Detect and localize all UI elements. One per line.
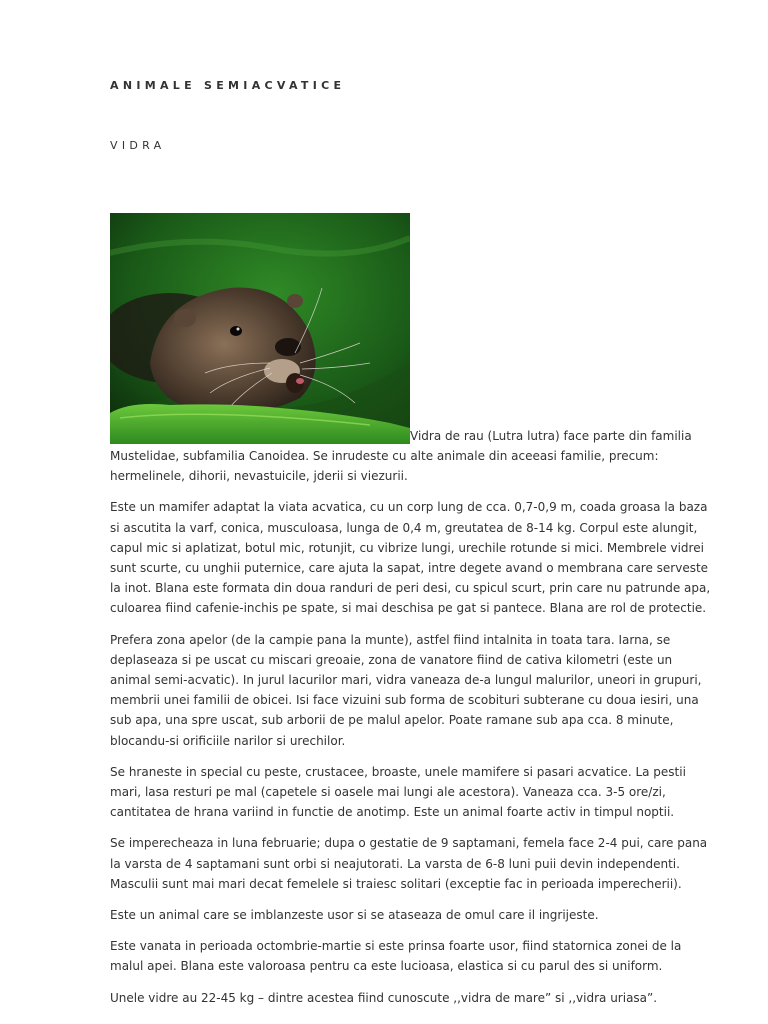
paragraph-4: Se hraneste in special cu peste, crustacee, broaste, unele mamifere si pasari acvatice. La pestii mari, lasa resturi pe mal (capetele si oasele mai lungi ale acestora). Vaneaza cca. 3-5 ore/zi, cantitatea de hrana variind in functie de anotimp. Este un animal foarte activ in timpul noptii. — [110, 764, 686, 820]
section-title: VIDRA — [110, 139, 166, 152]
paragraph-3: Prefera zona apelor (de la campie pana la munte), astfel fiind intalnita in toata tara. Iarna, se deplaseaza si pe uscat cu miscari greoaie, zona de vanatore fiind de cativa kilometri (este un animal semi-acvatic). In jurul lacurilor mari, vidra vaneaza de-a lungul malurilor, uneori in grupuri, membrii unei familii de obicei. Isi face vizuini sub forma de scobituri subterane cu doua iesiri, una sub apa, una spre uscat, sub arborii de pe malul apelor. Poate ramane sub apa cca. 8 minute, blocandu-si orificiile narilor si urechilor. — [110, 632, 702, 748]
article-body — [110, 213, 716, 1019]
paragraph-2: Este un mamifer adaptat la viata acvatica, cu un corp lung de cca. 0,7-0,9 m, coada groasa la baza si ascutita la varf, conica, musculoasa, lunga de 0,4 m, greutatea de 8-14 kg. Corpul este alungit, capul mic si aplatizat, botul mic, rotunjit, cu vibrize lungi, urechile rotunde si mici. Membrele vidrei sunt scurte, cu unghii puternice, care ajuta la sapat, intre degete avand o membrana care serveste la inot. Blana este formata din doua randuri de peri desi, cu spicul scurt, prin care nu patrunde apa, culoarea fiind cafenie-inchis pe spate, si mai deschisa pe gat si pantece. Blana are rol de protectie. — [110, 500, 711, 616]
paragraph-8: Unele vidre au 22-45 kg – dintre acestea fiind cunoscute ,,vidra de mare” si ,,vidra uriasa”. — [110, 990, 658, 1005]
paragraph-5: Se imperecheaza in luna februarie; dupa o gestatie de 9 saptamani, femela face 2-4 pui, care pana la varsta de 4 saptamani sunt orbi si neajutorati. La varsta de 6-8 luni puii devin independenti. Masculii sunt mai mari decat femelele si traiesc solitari (exceptie fac in perioada imperecherii). — [110, 836, 708, 891]
document-title: ANIMALE SEMIACVATICE — [110, 79, 346, 92]
paragraph-1-text: Vidra de rau (Lutra lutra) face parte din familia Mustelidae, subfamilia Canoidea. Se inrudeste cu alte animale din aceeasi familie, precum: hermelinele, dihorii, nevastuicile, jderii si viezurii. — [110, 428, 692, 484]
paragraph-1 — [110, 213, 716, 486]
paragraph-7: Este vanata in perioada octombrie-martie si este prinsa foarte usor, fiind statornica zonei de la malul apei. Blana este valoroasa pentru ca este lucioasa, elastica si cu parul des si uniform. — [110, 939, 682, 974]
otter-photo-icon — [110, 213, 410, 444]
paragraph-6: Este un animal care se imblanzeste usor si se ataseaza de omul care il ingrijeste. — [110, 908, 599, 923]
